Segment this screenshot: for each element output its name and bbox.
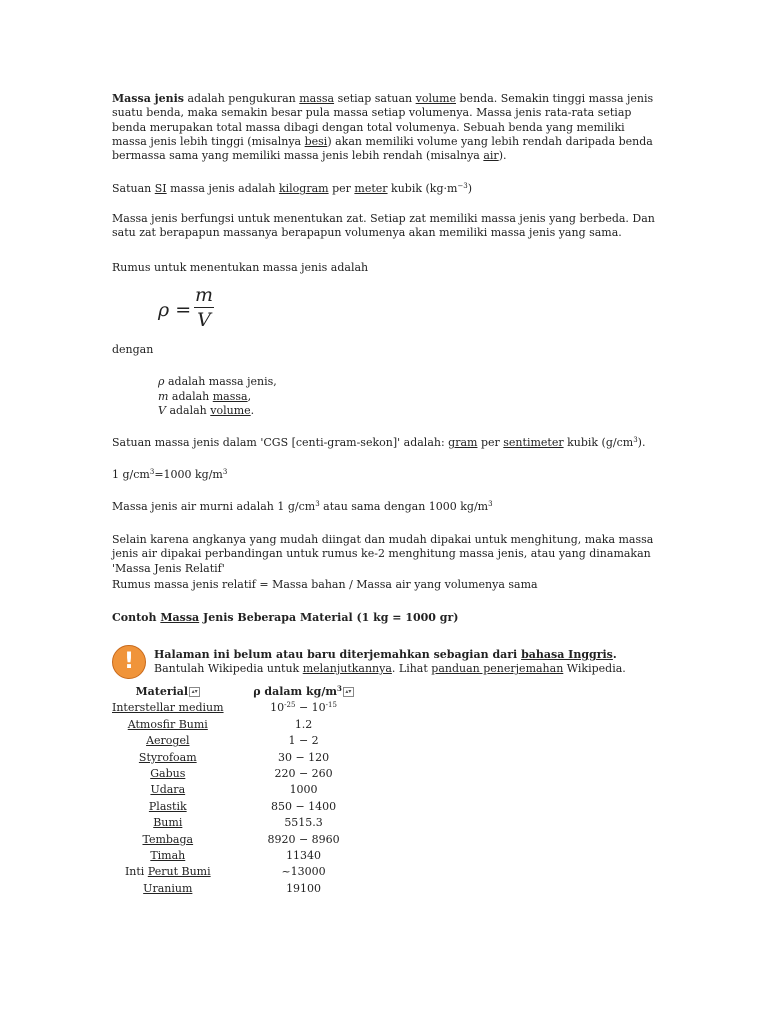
density-cell xyxy=(224,717,364,733)
material-cell xyxy=(112,766,224,782)
link-air[interactable]: air xyxy=(483,149,499,163)
header-label: ρ dalam kg/m xyxy=(253,685,337,698)
formula-numerator: m xyxy=(194,284,214,306)
text: =1000 kg/m xyxy=(154,468,223,481)
material-cell xyxy=(112,717,224,733)
notice-body xyxy=(154,662,626,676)
definition-m xyxy=(158,390,277,405)
text: 1 g/cm xyxy=(112,468,150,481)
density-value: 5515.3 xyxy=(284,816,323,830)
text: Bantulah Wikipedia untuk xyxy=(154,662,303,676)
header-density[interactable] xyxy=(224,684,364,700)
material-cell xyxy=(112,733,224,749)
text: ) xyxy=(467,182,473,195)
warning-icon: ! xyxy=(112,645,146,679)
link-besi[interactable]: besi xyxy=(304,134,328,148)
table-row xyxy=(112,750,364,766)
density-cell xyxy=(224,832,364,848)
definition-v xyxy=(158,404,277,419)
density-value: 8920 − 8960 xyxy=(267,832,340,846)
formula-denominator: V xyxy=(197,309,211,331)
header-material[interactable] xyxy=(112,684,224,700)
cgs-paragraph xyxy=(112,436,645,450)
text: kubik (g/cm xyxy=(563,436,634,449)
superscript: −3 xyxy=(457,182,468,190)
fraction-bar xyxy=(194,307,214,308)
material-cell xyxy=(112,832,224,848)
text: Contoh xyxy=(112,611,161,624)
intro-paragraph xyxy=(112,92,660,163)
table-row xyxy=(112,799,364,815)
text: adalah pengukuran xyxy=(184,92,300,105)
material-link[interactable]: Timah xyxy=(150,849,186,863)
density-value: 220 − 260 xyxy=(274,767,333,781)
link-kilogram[interactable]: kilogram xyxy=(278,182,329,195)
term-bold: Massa jenis xyxy=(112,92,184,105)
text: setiap satuan xyxy=(334,92,416,105)
table-row xyxy=(112,717,364,733)
superscript: 3 xyxy=(149,468,155,476)
material-cell xyxy=(112,864,224,880)
table-row xyxy=(112,864,364,880)
material-cell xyxy=(112,750,224,766)
material-link[interactable]: Uranium xyxy=(143,881,193,895)
sort-icon[interactable]: ▴▾ xyxy=(343,687,354,697)
table-row xyxy=(112,881,364,897)
superscript: 3 xyxy=(222,468,228,476)
text: per xyxy=(477,436,504,449)
relative-intro-paragraph: Selain karena angkanya yang mudah diingat dan mudah dipakai untuk menghitung, maka massa jenis air dipakai perbandingan untuk rumus ke-2 menghitung massa jenis, atau yang dinamakan 'Massa Jenis Relatif' xyxy=(112,533,654,575)
density-value: 1000 xyxy=(289,783,318,797)
text: Satuan massa jenis dalam 'CGS [centi-gram-sekon]' adalah: xyxy=(112,436,449,449)
material-link[interactable]: Tembaga xyxy=(142,832,194,846)
text: ). xyxy=(637,436,646,449)
symbol: m xyxy=(158,389,169,403)
density-cell xyxy=(224,766,364,782)
table-row xyxy=(112,832,364,848)
table-row xyxy=(112,782,364,798)
material-cell xyxy=(112,700,224,716)
definition-rho xyxy=(158,375,277,390)
superscript: 3 xyxy=(315,500,320,508)
material-link[interactable]: Gabus xyxy=(150,767,186,781)
text: adalah xyxy=(168,389,213,403)
formula-intro: Rumus untuk menentukan massa jenis adalah xyxy=(112,261,369,274)
text: adalah xyxy=(165,404,211,417)
table-row xyxy=(112,815,364,831)
dengan-label: dengan xyxy=(112,343,154,356)
material-cell xyxy=(112,782,224,798)
text: Halaman ini belum atau baru diterjemahkan sebagian dari xyxy=(154,648,522,661)
formula-lhs: ρ = xyxy=(158,299,192,321)
link-massa[interactable]: massa xyxy=(299,92,335,105)
material-link[interactable]: Atmosfir Bumi xyxy=(127,717,208,731)
link-massa-def[interactable]: massa xyxy=(212,389,248,403)
text: ). xyxy=(498,149,507,163)
density-cell xyxy=(224,848,364,864)
density-cell xyxy=(224,799,364,815)
text: kubik (kg·m xyxy=(387,182,458,195)
table-row xyxy=(112,766,364,782)
density-cell xyxy=(224,733,364,749)
material-link[interactable]: Perut Bumi xyxy=(147,865,211,879)
link-melanjutkannya[interactable]: melanjutkannya xyxy=(302,662,392,676)
text: atau sama dengan 1000 kg/m xyxy=(319,500,489,513)
table-row xyxy=(112,733,364,749)
text: . xyxy=(612,648,617,661)
table-header-row xyxy=(112,684,364,700)
water-density-line xyxy=(112,500,493,514)
density-value-mid: − 10 xyxy=(295,701,326,715)
superscript: 3 xyxy=(633,436,638,444)
material-link[interactable]: Interstellar medium xyxy=(112,701,224,715)
density-value: 19100 xyxy=(286,881,322,895)
material-prefix: Inti xyxy=(124,865,148,879)
superscript: 3 xyxy=(336,684,342,693)
text: adalah massa jenis, xyxy=(164,375,277,388)
link-volume[interactable]: volume xyxy=(415,92,457,105)
material-link[interactable]: Plastik xyxy=(148,799,187,813)
section-heading xyxy=(112,611,458,625)
link-meter[interactable]: meter xyxy=(354,182,388,195)
density-cell xyxy=(224,864,364,880)
text: . Lihat xyxy=(391,662,432,676)
text: Satuan xyxy=(112,182,155,195)
density-value: ~13000 xyxy=(281,865,326,879)
material-cell xyxy=(112,881,224,897)
link-panduan-penerjemahan[interactable]: panduan penerjemahan xyxy=(431,662,564,676)
density-value: 850 − 1400 xyxy=(270,799,337,813)
table-row xyxy=(112,848,364,864)
relative-formula-line: Rumus massa jenis relatif = Massa bahan / Massa air yang volumenya sama xyxy=(112,578,538,591)
density-value: 10 xyxy=(270,701,285,715)
formula-fraction xyxy=(194,284,214,331)
header-label: Material xyxy=(135,685,189,698)
text: massa jenis adalah xyxy=(166,182,279,195)
link-gram[interactable]: gram xyxy=(448,436,478,449)
density-cell xyxy=(224,782,364,798)
material-link[interactable]: Udara xyxy=(150,783,186,797)
translation-notice xyxy=(154,648,626,677)
material-cell xyxy=(112,799,224,815)
text: ) akan memiliki volume yang lebih rendah daripada benda bermassa sama yang memiliki massa jenis lebih rendah (misalnya xyxy=(112,134,653,163)
density-value: 11340 xyxy=(286,849,322,863)
text: . xyxy=(250,404,255,417)
material-cell xyxy=(112,815,224,831)
density-value: 1.2 xyxy=(294,717,313,731)
material-link[interactable]: Styrofoam xyxy=(138,750,197,764)
density-value: 30 − 120 xyxy=(277,750,330,764)
notice-title xyxy=(154,648,626,662)
density-cell xyxy=(224,750,364,766)
symbol: V xyxy=(158,404,166,417)
text: per xyxy=(328,182,355,195)
si-unit-paragraph xyxy=(112,182,472,196)
superscript: -15 xyxy=(325,701,337,710)
density-value: 1 − 2 xyxy=(288,734,319,748)
density-cell xyxy=(224,881,364,897)
purpose-paragraph: Massa jenis berfungsi untuk menentukan zat. Setiap zat memiliki massa jenis yang berbeda. Dan satu zat berapapun massanya berapapun volumenya akan memiliki massa jenis yang sama. xyxy=(112,212,655,240)
superscript: 3 xyxy=(488,500,493,508)
density-cell xyxy=(224,815,364,831)
symbol: ρ xyxy=(158,375,165,388)
text: , xyxy=(247,389,252,403)
link-sentimeter[interactable]: sentimeter xyxy=(503,436,564,449)
link-bahasa-inggris[interactable]: bahasa Inggris xyxy=(521,648,613,661)
text: Wikipedia. xyxy=(563,662,626,676)
conversion-line xyxy=(112,468,227,482)
text: Massa jenis air murni adalah 1 g/cm xyxy=(112,500,316,513)
link-volume-def[interactable]: volume xyxy=(210,404,251,417)
sort-icon[interactable]: ▴▾ xyxy=(189,687,200,697)
variable-definitions xyxy=(158,375,277,419)
text: benda. Semakin tinggi massa jenis suatu benda, maka semakin besar pula massa setiap volumenya. Massa jenis rata-rata setiap benda merupakan total massa dibagi dengan total volumenya. Sebuah benda yang memiliki massa jenis lebih tinggi (misalnya xyxy=(112,92,654,148)
superscript: -25 xyxy=(284,701,296,710)
material-cell xyxy=(112,848,224,864)
link-si[interactable]: SI xyxy=(154,182,167,195)
density-table xyxy=(112,684,364,897)
material-link[interactable]: Aerogel xyxy=(146,734,190,748)
table-row xyxy=(112,700,364,716)
link-massa-heading[interactable]: Massa xyxy=(160,611,200,624)
text: Jenis Beberapa Material (1 kg = 1000 gr) xyxy=(199,611,459,624)
material-link[interactable]: Bumi xyxy=(153,816,183,830)
density-cell xyxy=(224,700,364,716)
